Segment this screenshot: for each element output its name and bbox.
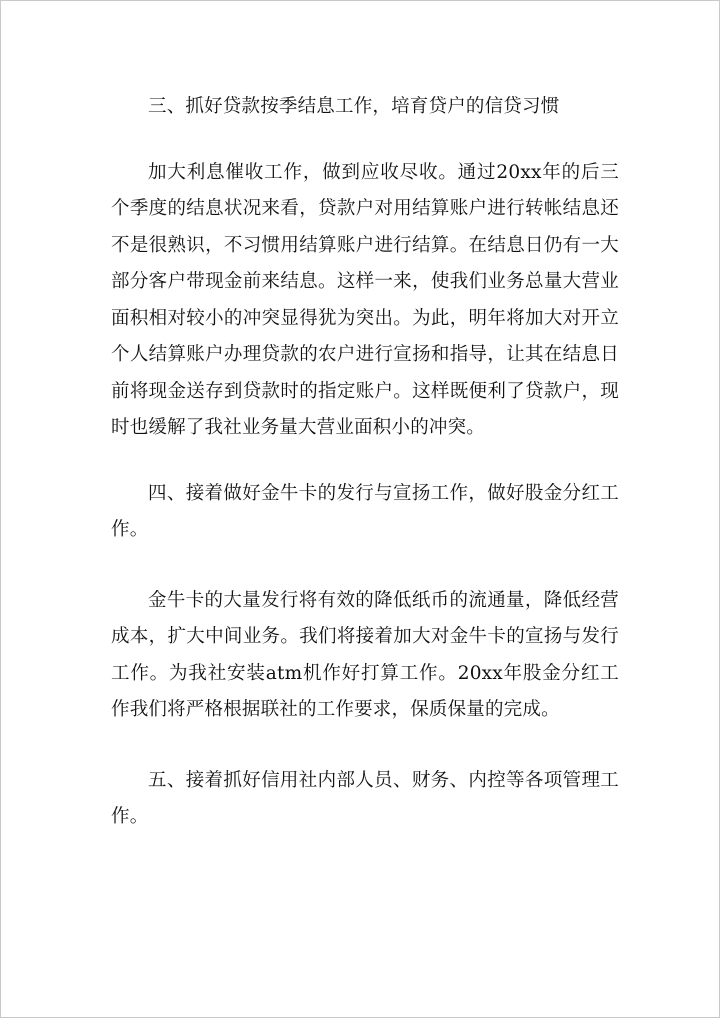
- section-4-paragraph: 金牛卡的大量发行将有效的降低纸币的流通量，降低经营成本，扩大中间业务。我们将接着加大对金牛卡的宣扬与发行工作。为我社安装atm机作好打算工作。20xx年股金分红工作我们将严格根据联社的工作要求，保质保量的完成。: [111, 589, 619, 720]
- section-3-paragraph: 加大利息催收工作，做到应收尽收。通过20xx年的后三个季度的结息状况来看，贷款户对用结算账户进行转帐结息还不是很熟识，不习惯用结算账户进行结算。在结息日仍有一大部分客户带现金前来结息。这样一来，使我们业务总量大营业面积相对较小的冲突显得犹为突出。为此，明年将加大对开立个人结算账户办理贷款的农户进行宣扬和指导，让其在结息日前将现金送存到贷款时的指定账户。这样既便利了贷款户，现时也缓解了我社业务量大营业面积小的冲突。: [111, 161, 619, 438]
- section-3-heading: 三、抓好贷款按季结息工作，培育贷户的信贷习惯: [148, 96, 560, 117]
- section-5-heading: 五、接着抓好信用社内部人员、财务、内控等各项管理工作。: [111, 769, 619, 827]
- section-4-heading: 四、接着做好金牛卡的发行与宣扬工作，做好股金分红工作。: [111, 482, 619, 540]
- document-body: [111, 89, 619, 836]
